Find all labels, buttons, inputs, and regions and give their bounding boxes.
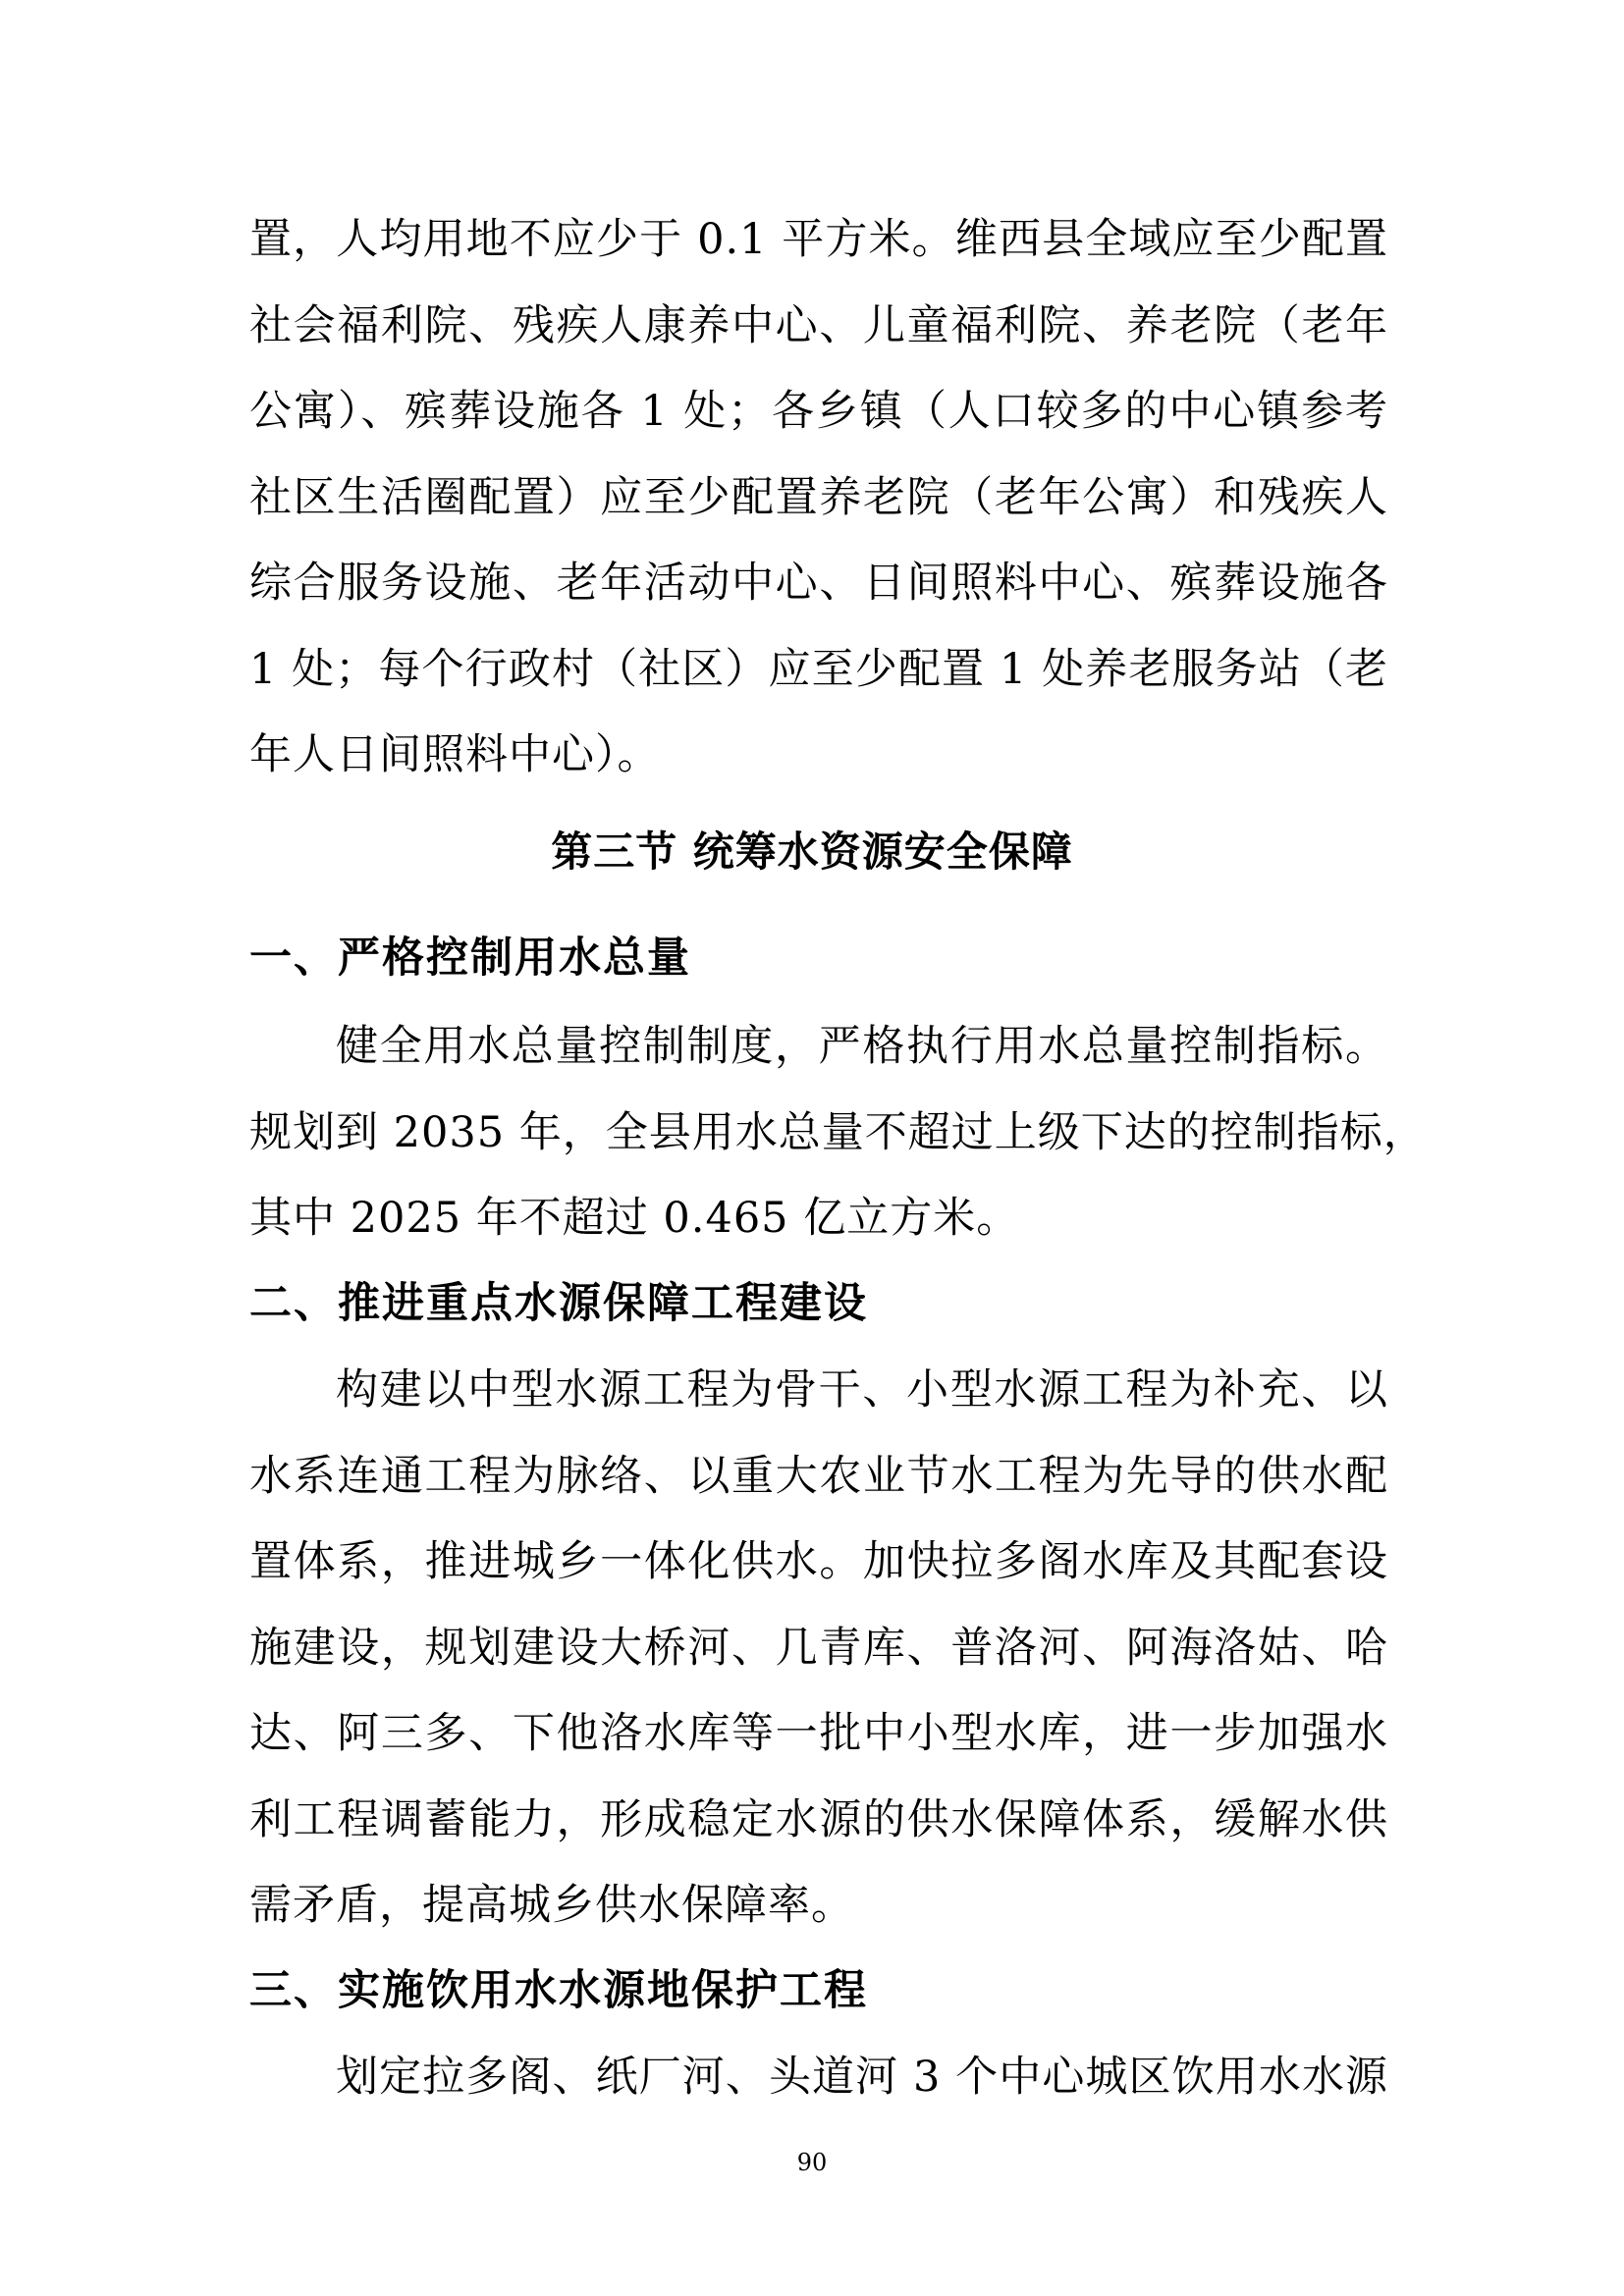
subsection-heading-2: 二、推进重点水源保障工程建设 [249, 1279, 868, 1328]
subsection-2-line-6: 利工程调蓄能力，形成稳定水源的供水保障体系，缓解水供 [249, 1795, 1388, 1844]
subsection-3-line-1: 划定拉多阁、纸厂河、头道河 3 个中心城区饮用水水源 [336, 2053, 1388, 2102]
subsection-2-line-1: 构建以中型水源工程为骨干、小型水源工程为补充、以 [336, 1365, 1388, 1415]
subsection-2-line-4: 施建设，规划建设大桥河、几青库、普洛河、阿海洛姑、哈 [249, 1624, 1388, 1673]
intro-line-2: 社会福利院、残疾人康养中心、儿童福利院、养老院（老年 [249, 301, 1388, 350]
intro-line-4: 社区生活圈配置）应至少配置养老院（老年公寓）和残疾人 [249, 473, 1388, 522]
page-number: 90 [796, 2149, 828, 2176]
subsection-2-line-2: 水系连通工程为脉络、以重大农业节水工程为先导的供水配 [249, 1452, 1388, 1501]
intro-line-5: 综合服务设施、老年活动中心、日间照料中心、殡葬设施各 [249, 559, 1388, 608]
subsection-heading-3: 三、实施饮用水水源地保护工程 [249, 1966, 868, 2015]
intro-line-6: 1 处；每个行政村（社区）应至少配置 1 处养老服务站（老 [249, 645, 1388, 694]
intro-line-3: 公寓）、殡葬设施各 1 处；各乡镇（人口较多的中心镇参考 [249, 387, 1388, 436]
subsection-2-line-7: 需矛盾，提高城乡供水保障率。 [249, 1881, 854, 1930]
intro-line-1: 置，人均用地不应少于 0.1 平方米。维西县全域应至少配置 [249, 215, 1388, 264]
subsection-1-line-3: 其中 2025 年不超过 0.465 亿立方米。 [249, 1194, 1020, 1243]
subsection-2-line-5: 达、阿三多、下他洛水库等一批中小型水库，进一步加强水 [249, 1709, 1388, 1758]
subsection-heading-1: 一、严格控制用水总量 [249, 934, 691, 983]
section-title: 第三节 统筹水资源安全保障 [551, 828, 1073, 876]
subsection-2-line-3: 置体系，推进城乡一体化供水。加快拉多阁水库及其配套设 [249, 1537, 1388, 1586]
subsection-1-line-2: 规划到 2035 年，全县用水总量不超过上级下达的控制指标， [249, 1108, 1427, 1157]
subsection-1-line-1: 健全用水总量控制制度，严格执行用水总量控制指标。 [336, 1022, 1388, 1071]
intro-line-7: 年人日间照料中心）。 [249, 730, 661, 779]
